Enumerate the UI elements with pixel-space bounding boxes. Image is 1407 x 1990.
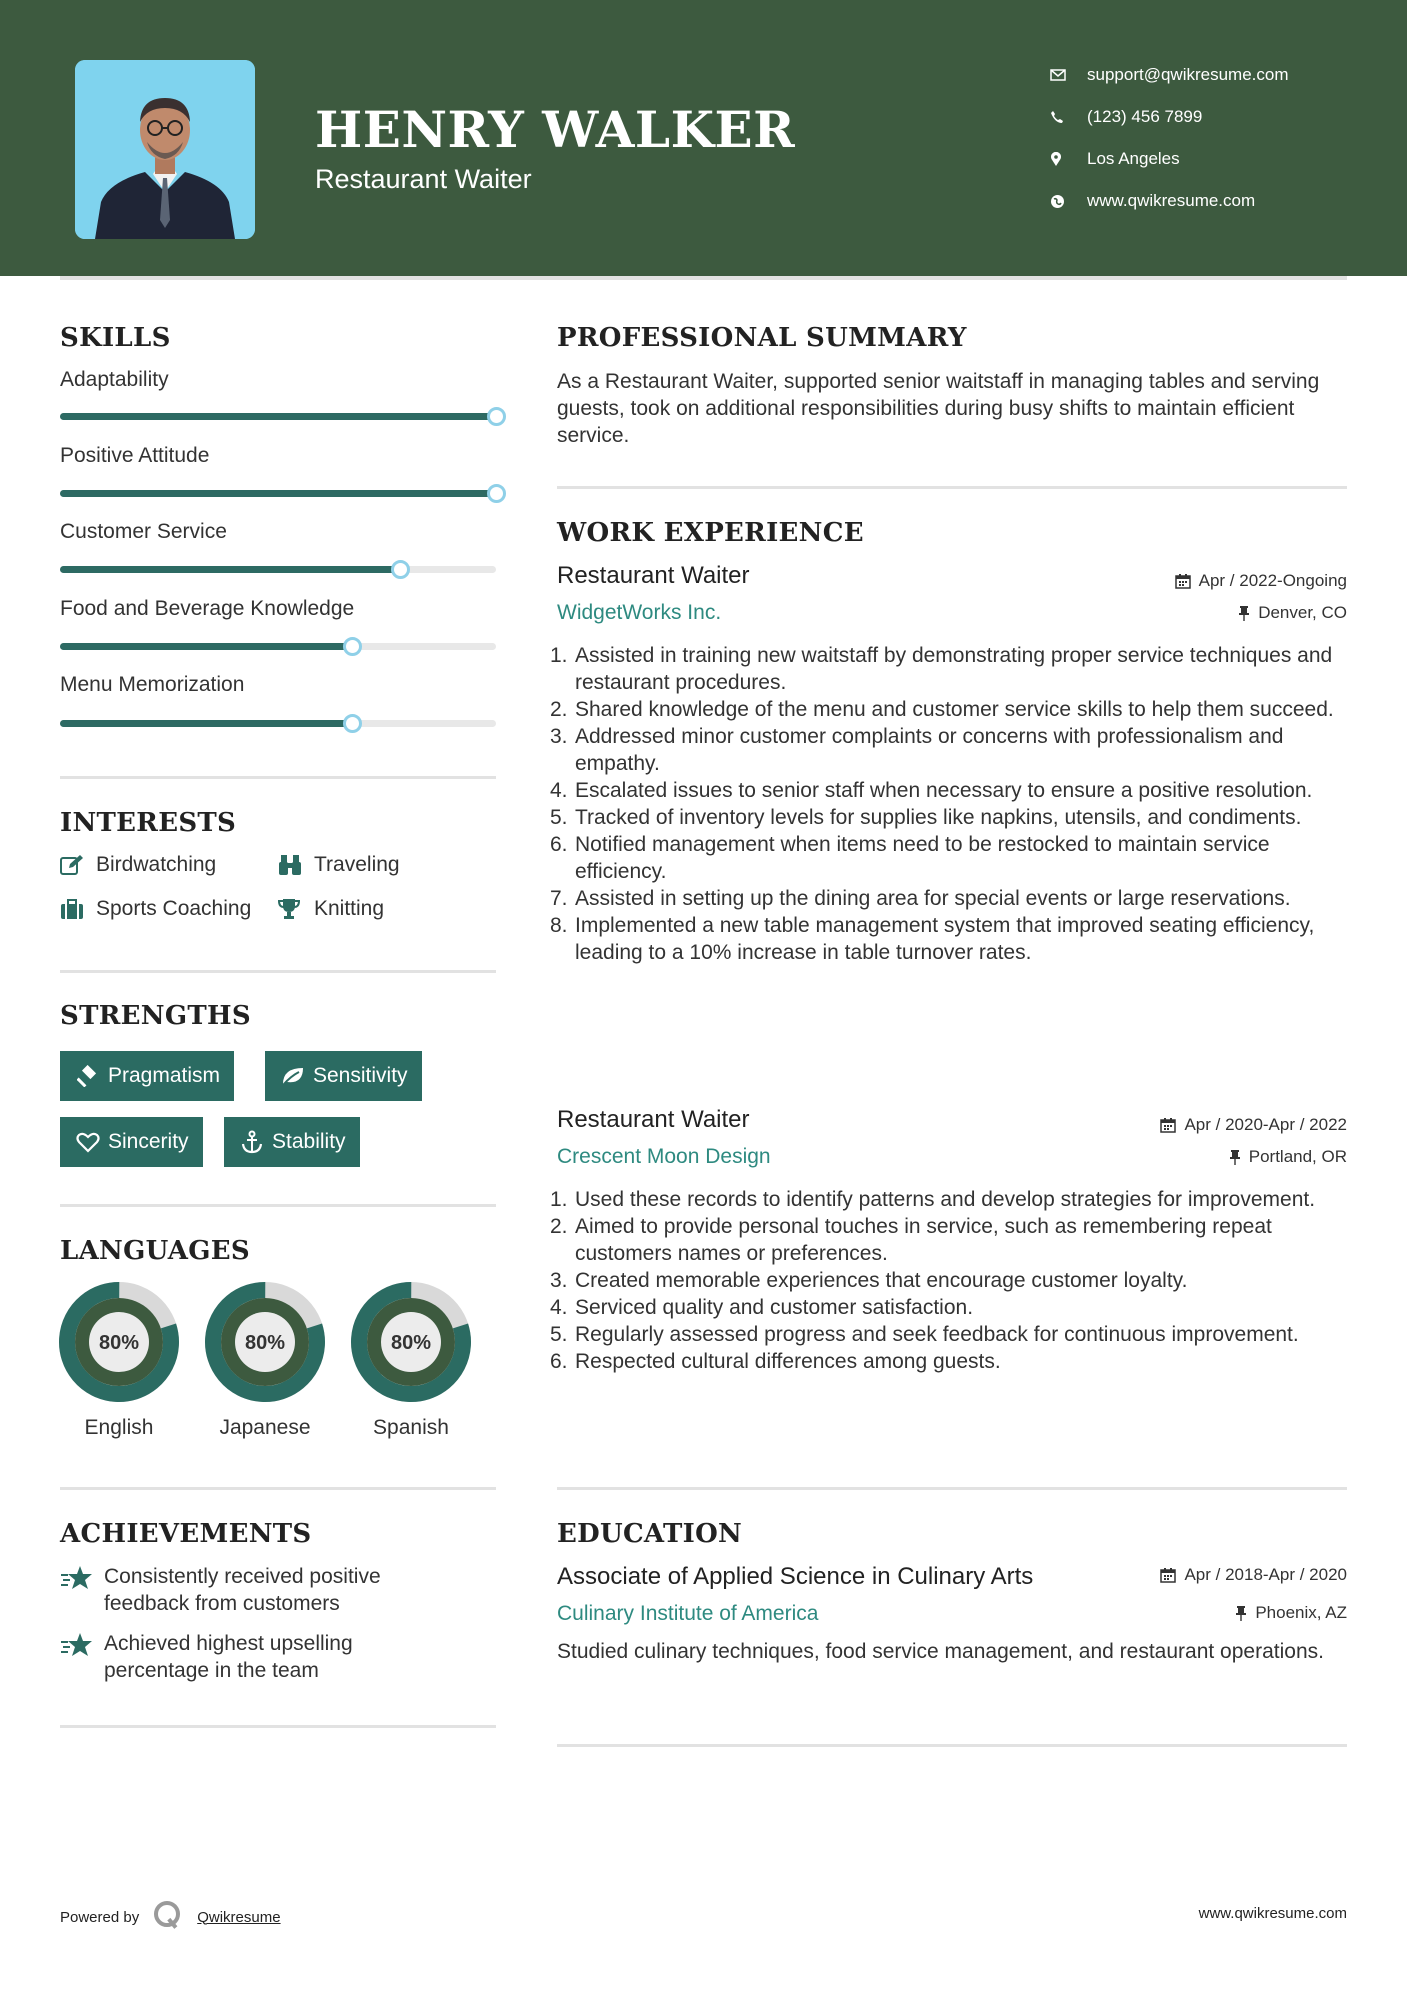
skill-bar-fill: [60, 413, 496, 420]
skill-label: Positive Attitude: [60, 444, 210, 467]
list-item: 2. Shared knowledge of the menu and customer service skills to help them succeed.: [550, 698, 1334, 721]
phone-icon: [1050, 110, 1087, 124]
candidate-title: Restaurant Waiter: [315, 164, 532, 194]
calendar-icon: [1175, 573, 1191, 589]
education-heading: EDUCATION: [557, 1519, 743, 1549]
section-divider: [60, 970, 496, 973]
pushpin-icon: [1235, 1605, 1247, 1621]
skill-bar-fill: [60, 490, 496, 497]
language-label: Spanish: [373, 1416, 449, 1439]
education-school: Culinary Institute of America: [557, 1602, 819, 1625]
interest-item: Sports Coaching: [60, 897, 251, 921]
header-divider: [60, 276, 1347, 280]
contact-phone[interactable]: (123) 456 7899: [1050, 96, 1289, 138]
language-item: [57, 1280, 181, 1440]
language-item: [203, 1280, 327, 1440]
skill-bar-knob: [487, 484, 506, 503]
pushpin-icon: [1229, 1149, 1241, 1165]
footer-website[interactable]: www.qwikresume.com: [1198, 1905, 1347, 1922]
star-icon: [60, 1630, 104, 1684]
globe-icon: [1050, 194, 1087, 209]
anchor-icon: [234, 1130, 270, 1154]
skill-bar-fill: [60, 720, 352, 727]
section-divider: [557, 1744, 1347, 1747]
strength-chip: Sensitivity: [265, 1051, 422, 1101]
list-item: 1. Assisted in training new waitstaff by demonstrating proper service techniques and restaurant procedures.: [550, 644, 1333, 694]
job-title: Restaurant Waiter: [557, 1106, 750, 1133]
contact-location: Los Angeles: [1050, 138, 1289, 180]
star-icon: [60, 1563, 104, 1617]
skill-bar-knob: [343, 637, 362, 656]
job-company: WidgetWorks Inc.: [557, 601, 722, 624]
list-item: 4. Serviced quality and customer satisfaction.: [550, 1296, 974, 1319]
calendar-icon: [1160, 1567, 1176, 1583]
list-item: 4. Escalated issues to senior staff when necessary to ensure a positive resolution.: [550, 779, 1313, 802]
language-item: [349, 1280, 473, 1440]
skill-bar-knob: [487, 407, 506, 426]
skills-heading: SKILLS: [60, 323, 171, 353]
leaf-icon: [275, 1066, 311, 1086]
section-divider: [60, 776, 496, 779]
summary-text: As a Restaurant Waiter, supported senior waitstaff in managing tables and serving guests, took on additional responsibilities during busy shifts to maintain efficient service.: [557, 370, 1320, 447]
job-date: Apr / 2020-Apr / 2022: [1160, 1115, 1347, 1135]
achievement-item: Achieved highest upselling percentage in the team: [60, 1630, 460, 1684]
strengths-heading: STRENGTHS: [60, 1001, 251, 1031]
experience-heading: WORK EXPERIENCE: [557, 518, 864, 548]
skill-label: Customer Service: [60, 520, 227, 543]
language-gauge: [349, 1280, 473, 1404]
job-company: Crescent Moon Design: [557, 1145, 771, 1168]
section-divider: [60, 1204, 496, 1207]
qwikresume-link[interactable]: Qwikresume: [197, 1908, 281, 1926]
job-title: Restaurant Waiter: [557, 562, 750, 589]
section-divider: [557, 1487, 1347, 1490]
list-item: 5. Regularly assessed progress and seek feedback for continuous improvement.: [550, 1323, 1299, 1346]
trophy-icon: [278, 898, 314, 920]
gavel-icon: [70, 1065, 106, 1087]
language-gauge: [57, 1280, 181, 1404]
qwikresume-logo-icon: [153, 1900, 183, 1934]
interest-item: Traveling: [278, 853, 400, 877]
interest-item: Knitting: [278, 897, 384, 921]
briefcase-icon: [60, 898, 96, 920]
section-divider: [60, 1487, 496, 1490]
language-percent: 80%: [244, 1332, 286, 1354]
list-item: 5. Tracked of inventory levels for supplies like napkins, utensils, and condiments.: [550, 806, 1302, 829]
strength-chip: Stability: [224, 1117, 360, 1167]
summary-heading: PROFESSIONAL SUMMARY: [557, 323, 967, 353]
list-item: 6. Notified management when items need to be restocked to maintain service efficiency.: [550, 833, 1270, 883]
job-location: Portland, OR: [1229, 1147, 1347, 1167]
strength-chip: Sincerity: [60, 1117, 203, 1167]
list-item: 7. Assisted in setting up the dining area for special events or large reservations.: [550, 887, 1291, 910]
language-label: English: [84, 1416, 154, 1439]
achievements-heading: ACHIEVEMENTS: [60, 1519, 312, 1549]
contact-email[interactable]: support@qwikresume.com: [1050, 54, 1289, 96]
job-date: Apr / 2022-Ongoing: [1175, 571, 1347, 591]
profile-photo: [75, 60, 255, 239]
languages-heading: LANGUAGES: [60, 1236, 250, 1266]
list-item: 2. Aimed to provide personal touches in service, such as remembering repeat customers names or preferences.: [550, 1215, 1272, 1265]
list-item: 6. Respected cultural differences among guests.: [550, 1350, 1001, 1373]
education-description: Studied culinary techniques, food service management, and restaurant operations.: [557, 1640, 1324, 1663]
interests-heading: INTERESTS: [60, 808, 237, 838]
envelope-icon: [1050, 69, 1087, 81]
skill-bar: [60, 413, 496, 420]
skill-bar: [60, 643, 496, 650]
interest-item: Birdwatching: [60, 853, 216, 877]
list-item: 3. Addressed minor customer complaints or concerns with professionalism and empathy.: [550, 725, 1284, 775]
candidate-name: HENRY WALKER: [315, 100, 796, 159]
skill-bar-fill: [60, 643, 352, 650]
job-location: Denver, CO: [1238, 603, 1347, 623]
list-item: 1. Used these records to identify patterns and develop strategies for improvement.: [550, 1188, 1316, 1211]
language-percent: 80%: [390, 1332, 432, 1354]
skill-bar-fill: [60, 566, 400, 573]
strength-chip: Pragmatism: [60, 1051, 234, 1101]
binoculars-icon: [278, 854, 314, 876]
section-divider: [557, 486, 1347, 489]
section-divider: [60, 1725, 496, 1728]
education-location: Phoenix, AZ: [1235, 1603, 1347, 1623]
edit-icon: [60, 854, 96, 876]
language-label: Japanese: [219, 1416, 311, 1439]
resume-header: [0, 0, 1407, 276]
list-item: 3. Created memorable experiences that encourage customer loyalty.: [550, 1269, 1188, 1292]
contact-list: [1050, 54, 1289, 222]
map-marker-icon: [1050, 152, 1087, 167]
contact-website[interactable]: www.qwikresume.com: [1050, 180, 1289, 222]
skill-label: Food and Beverage Knowledge: [60, 597, 355, 620]
footer-powered-by: Powered by Qwikresume: [60, 1900, 281, 1934]
skill-bar-knob: [391, 560, 410, 579]
education-degree: Associate of Applied Science in Culinary Arts: [557, 1563, 1034, 1590]
language-gauge: [203, 1280, 327, 1404]
heart-icon: [70, 1132, 106, 1153]
job-bullets: [550, 1186, 1355, 1375]
achievement-item: Consistently received positive feedback from customers: [60, 1563, 460, 1617]
skill-bar: [60, 720, 496, 727]
job-bullets: [550, 642, 1355, 966]
list-item: 8. Implemented a new table management system that improved seating efficiency, leading to a 10% increase in table turnover rates.: [550, 914, 1315, 964]
skill-bar: [60, 490, 496, 497]
calendar-icon: [1160, 1117, 1176, 1133]
skill-bar-knob: [343, 714, 362, 733]
skill-bar: [60, 566, 496, 573]
pushpin-icon: [1238, 605, 1250, 621]
skill-label: Menu Memorization: [60, 673, 245, 696]
skill-label: Adaptability: [60, 368, 169, 391]
education-date: Apr / 2018-Apr / 2020: [1160, 1565, 1347, 1585]
language-percent: 80%: [98, 1332, 140, 1354]
